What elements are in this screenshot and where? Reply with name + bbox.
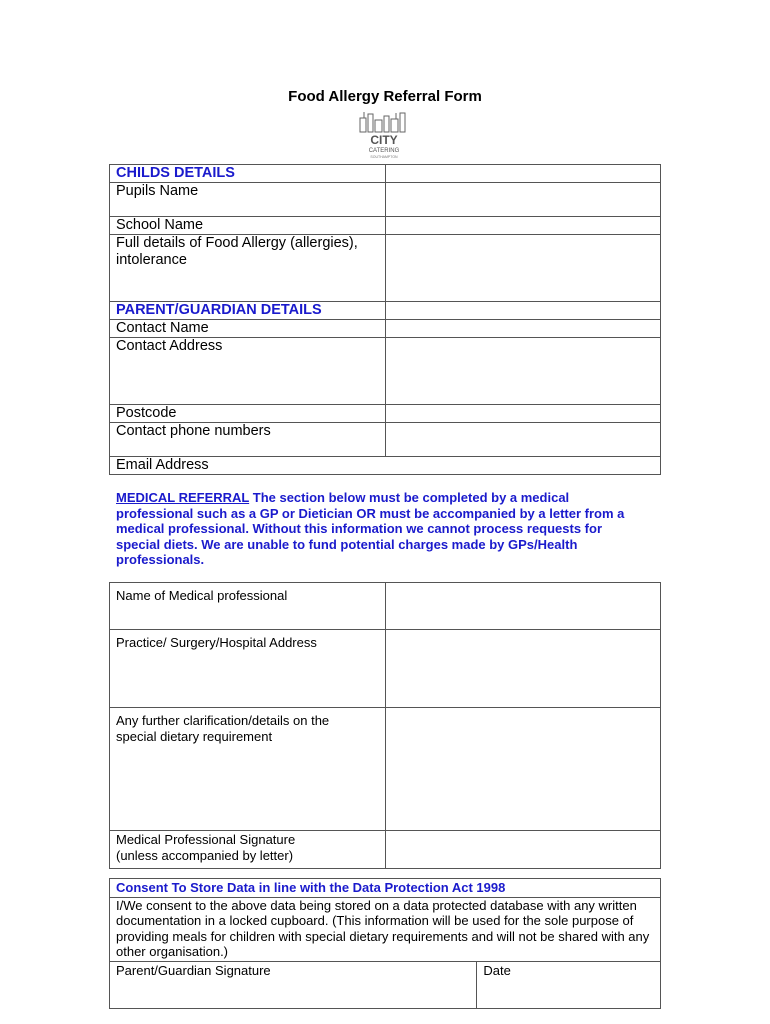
form-title: Food Allergy Referral Form bbox=[288, 88, 482, 105]
consent-table bbox=[109, 878, 661, 1009]
medical-signature-label bbox=[110, 831, 386, 869]
clarification-label-line1: Any further clarification/details on the bbox=[116, 713, 330, 728]
parent-details-heading-blank bbox=[385, 302, 660, 320]
child-details-heading: CHILDS DETAILS bbox=[110, 165, 386, 183]
phone-field[interactable] bbox=[385, 423, 660, 457]
consent-text: I/We consent to the above data being stored on a data protected database with any written documentation in a locked cupboard. (This information will be used for the sole purpose of providing meals for children with special dietary requirements and will not be shared with any other organisation.) bbox=[110, 897, 661, 961]
pupils-name-field[interactable] bbox=[385, 183, 660, 217]
allergy-label-line1: Full details of Food Allergy (allergies), bbox=[116, 235, 358, 251]
medical-referral-heading: MEDICAL REFERRAL bbox=[116, 490, 250, 505]
city-catering-logo bbox=[354, 110, 414, 160]
clarification-field[interactable] bbox=[385, 708, 660, 831]
details-table bbox=[109, 164, 661, 475]
date-label: Date bbox=[483, 962, 511, 978]
medical-signature-field[interactable] bbox=[385, 831, 660, 869]
clarification-label-line2: special dietary requirement bbox=[116, 728, 273, 744]
logo-text-city: CITY bbox=[370, 133, 398, 147]
medical-address-field[interactable] bbox=[385, 630, 660, 708]
school-name-label: School Name bbox=[110, 217, 386, 235]
medical-name-label: Name of Medical professional bbox=[110, 583, 386, 630]
pupils-name-label: Pupils Name bbox=[110, 183, 386, 217]
consent-heading: Consent To Store Data in line with the Data Protection Act 1998 bbox=[110, 879, 661, 898]
allergy-details-label bbox=[110, 235, 386, 302]
date-field[interactable] bbox=[477, 961, 661, 1008]
clarification-label bbox=[110, 708, 386, 831]
contact-name-field[interactable] bbox=[385, 320, 660, 338]
parent-signature-field[interactable] bbox=[110, 961, 477, 1008]
phone-label: Contact phone numbers bbox=[110, 423, 386, 457]
medical-referral-text: The section below must be completed by a medical professional such as a GP or Dietician OR must be accompanied by a letter from a medical professional. Without this information we cannot process requests for special diets. We are unable to fund potential charges made by GPs/Health professionals. bbox=[116, 490, 625, 567]
medical-name-field[interactable] bbox=[385, 583, 660, 630]
postcode-label: Postcode bbox=[110, 405, 386, 423]
contact-name-label: Contact Name bbox=[110, 320, 386, 338]
school-name-field[interactable] bbox=[385, 217, 660, 235]
parent-details-heading: PARENT/GUARDIAN DETAILS bbox=[110, 302, 386, 320]
parent-signature-label: Parent/Guardian Signature bbox=[116, 962, 271, 978]
email-label: Email Address bbox=[110, 457, 661, 475]
medical-referral-notice bbox=[116, 490, 636, 568]
medical-address-label: Practice/ Surgery/Hospital Address bbox=[110, 630, 386, 708]
postcode-field[interactable] bbox=[385, 405, 660, 423]
allergy-details-field[interactable] bbox=[385, 235, 660, 302]
logo-text-southampton: SOUTHAMPTON bbox=[370, 155, 398, 159]
child-details-heading-blank bbox=[385, 165, 660, 183]
allergy-label-line2: intolerance bbox=[116, 252, 187, 268]
medical-table bbox=[109, 582, 661, 869]
contact-address-field[interactable] bbox=[385, 338, 660, 405]
medical-signature-line2: (unless accompanied by letter) bbox=[116, 847, 294, 863]
medical-signature-line1: Medical Professional Signature bbox=[116, 832, 296, 847]
contact-address-label: Contact Address bbox=[110, 338, 386, 405]
logo-text-catering: CATERING bbox=[368, 148, 400, 154]
